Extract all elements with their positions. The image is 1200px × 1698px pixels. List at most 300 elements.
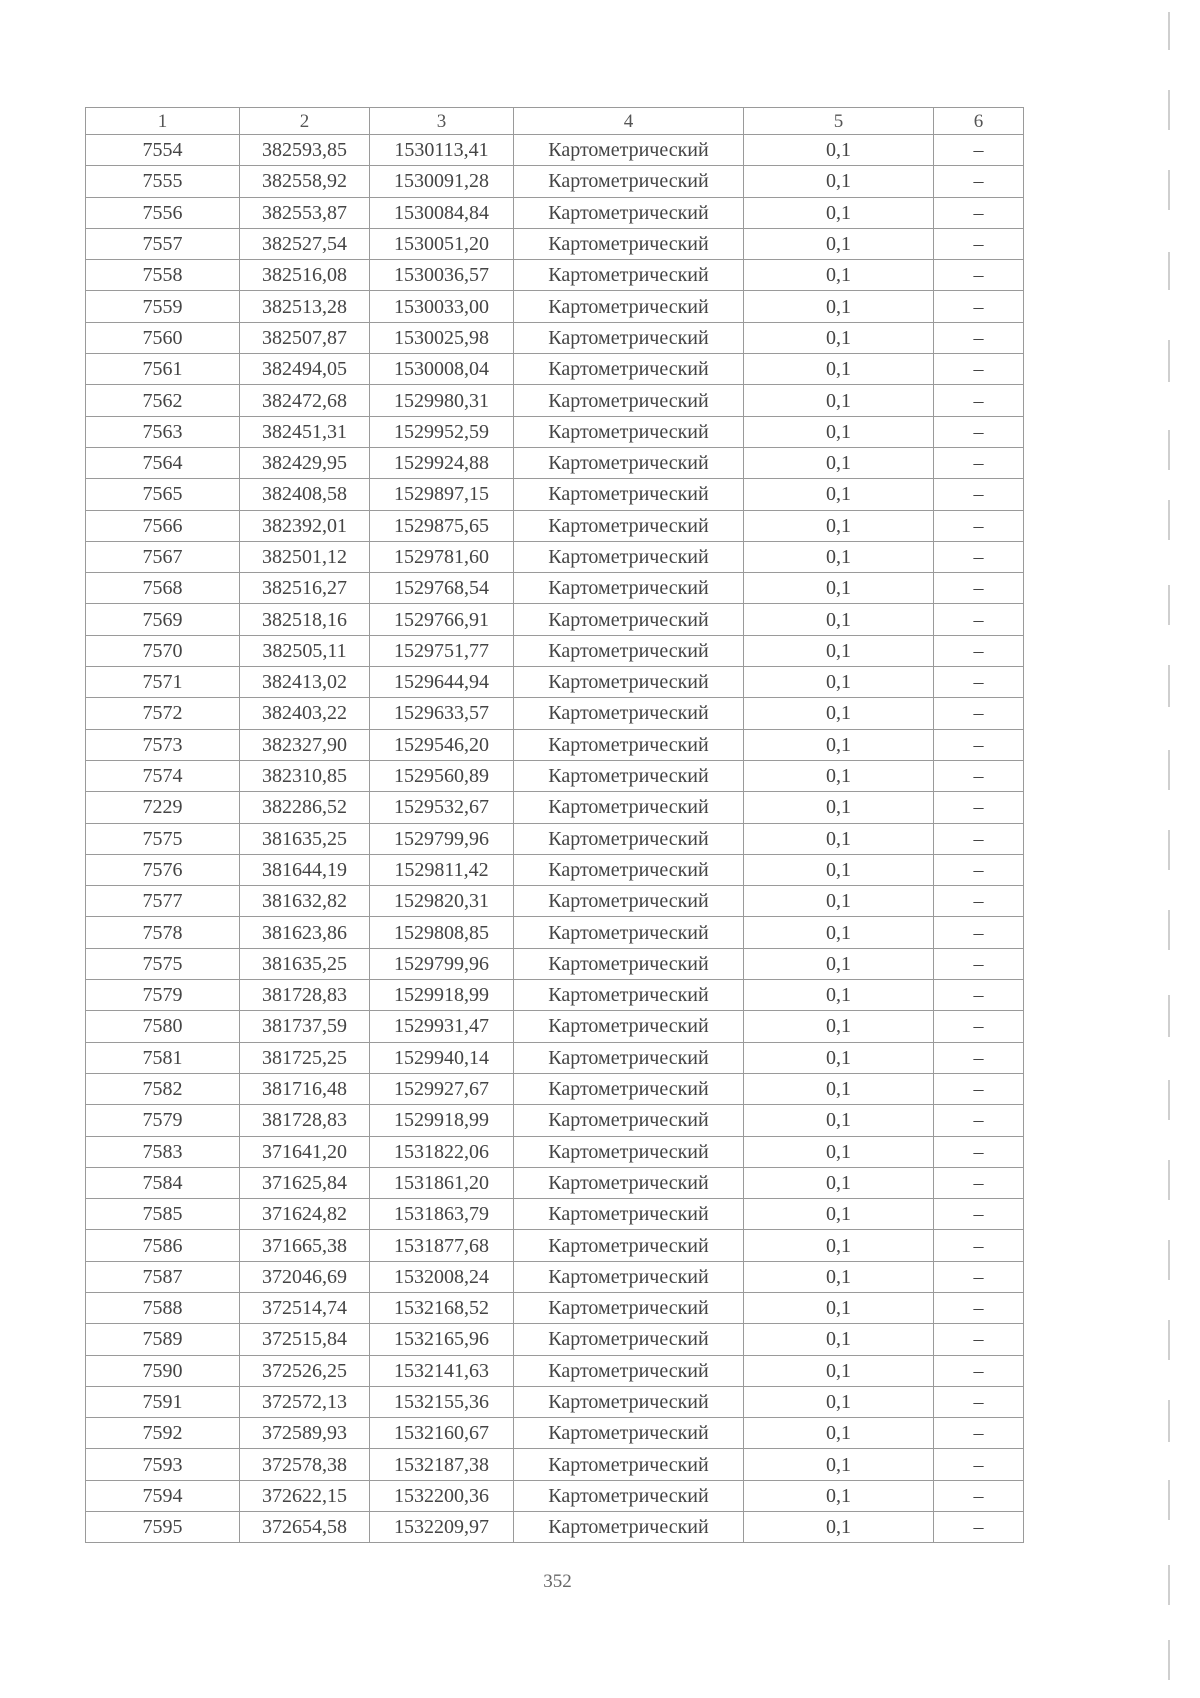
accuracy-cell: 0,1: [744, 1512, 934, 1543]
method-cell: Картометрический: [514, 1042, 744, 1073]
x-coordinate-cell: 382527,54: [240, 228, 370, 259]
table-row: [86, 1480, 1024, 1511]
description-cell: –: [934, 541, 1024, 572]
x-coordinate-cell: 371624,82: [240, 1199, 370, 1230]
method-cell: Картометрический: [514, 416, 744, 447]
y-coordinate-cell: 1530025,98: [370, 322, 514, 353]
method-cell: Картометрический: [514, 541, 744, 572]
accuracy-cell: 0,1: [744, 354, 934, 385]
description-cell: –: [934, 1042, 1024, 1073]
point-number-cell: 7561: [86, 354, 240, 385]
accuracy-cell: 0,1: [744, 1480, 934, 1511]
table-row: [86, 729, 1024, 760]
y-coordinate-cell: 1529799,96: [370, 823, 514, 854]
description-cell: –: [934, 1136, 1024, 1167]
y-coordinate-cell: 1529560,89: [370, 760, 514, 791]
description-cell: –: [934, 886, 1024, 917]
accuracy-cell: 0,1: [744, 667, 934, 698]
y-coordinate-cell: 1532141,63: [370, 1355, 514, 1386]
accuracy-cell: 0,1: [744, 729, 934, 760]
point-number-cell: 7575: [86, 823, 240, 854]
point-number-cell: 7573: [86, 729, 240, 760]
description-cell: –: [934, 792, 1024, 823]
x-coordinate-cell: 382553,87: [240, 197, 370, 228]
description-cell: –: [934, 1449, 1024, 1480]
x-coordinate-cell: 381728,83: [240, 980, 370, 1011]
accuracy-cell: 0,1: [744, 1292, 934, 1323]
y-coordinate-cell: 1531863,79: [370, 1199, 514, 1230]
table-row: [86, 1136, 1024, 1167]
point-number-cell: 7593: [86, 1449, 240, 1480]
x-coordinate-cell: 381632,82: [240, 886, 370, 917]
table-row: [86, 416, 1024, 447]
point-number-cell: 7575: [86, 948, 240, 979]
table-row: [86, 322, 1024, 353]
table-row: [86, 1011, 1024, 1042]
y-coordinate-cell: 1529820,31: [370, 886, 514, 917]
table-row: [86, 1230, 1024, 1261]
x-coordinate-cell: 381716,48: [240, 1073, 370, 1104]
description-cell: –: [934, 510, 1024, 541]
point-number-cell: 7585: [86, 1199, 240, 1230]
accuracy-cell: 0,1: [744, 510, 934, 541]
accuracy-cell: 0,1: [744, 416, 934, 447]
accuracy-cell: 0,1: [744, 917, 934, 948]
y-coordinate-cell: 1532200,36: [370, 1480, 514, 1511]
method-cell: Картометрический: [514, 573, 744, 604]
y-coordinate-cell: 1529751,77: [370, 635, 514, 666]
description-cell: –: [934, 1230, 1024, 1261]
x-coordinate-cell: 382501,12: [240, 541, 370, 572]
description-cell: –: [934, 698, 1024, 729]
point-number-cell: 7558: [86, 260, 240, 291]
point-number-cell: 7566: [86, 510, 240, 541]
description-cell: –: [934, 416, 1024, 447]
description-cell: –: [934, 667, 1024, 698]
method-cell: Картометрический: [514, 1324, 744, 1355]
method-cell: Картометрический: [514, 1480, 744, 1511]
point-number-cell: 7576: [86, 854, 240, 885]
column-header-5: 5: [744, 108, 934, 135]
accuracy-cell: 0,1: [744, 792, 934, 823]
y-coordinate-cell: 1529980,31: [370, 385, 514, 416]
method-cell: Картометрический: [514, 854, 744, 885]
method-cell: Картометрический: [514, 166, 744, 197]
table-row: [86, 1261, 1024, 1292]
method-cell: Картометрический: [514, 510, 744, 541]
x-coordinate-cell: 382310,85: [240, 760, 370, 791]
description-cell: –: [934, 135, 1024, 166]
description-cell: –: [934, 604, 1024, 635]
x-coordinate-cell: 382505,11: [240, 635, 370, 666]
method-cell: Картометрический: [514, 1199, 744, 1230]
description-cell: –: [934, 1073, 1024, 1104]
method-cell: Картометрический: [514, 1073, 744, 1104]
table-row: [86, 698, 1024, 729]
description-cell: –: [934, 1261, 1024, 1292]
point-number-cell: 7589: [86, 1324, 240, 1355]
point-number-cell: 7556: [86, 197, 240, 228]
description-cell: –: [934, 1324, 1024, 1355]
table-row: [86, 385, 1024, 416]
table-row: [86, 1073, 1024, 1104]
point-number-cell: 7559: [86, 291, 240, 322]
column-header-1: 1: [86, 108, 240, 135]
method-cell: Картометрический: [514, 1449, 744, 1480]
accuracy-cell: 0,1: [744, 1011, 934, 1042]
description-cell: –: [934, 1355, 1024, 1386]
table-header: [86, 108, 1024, 135]
x-coordinate-cell: 382516,27: [240, 573, 370, 604]
scan-edge-artifacts: [1160, 0, 1190, 1698]
method-cell: Картометрический: [514, 322, 744, 353]
x-coordinate-cell: 382593,85: [240, 135, 370, 166]
description-cell: –: [934, 760, 1024, 791]
y-coordinate-cell: 1529897,15: [370, 479, 514, 510]
x-coordinate-cell: 372515,84: [240, 1324, 370, 1355]
table-row: [86, 197, 1024, 228]
table-row: [86, 792, 1024, 823]
method-cell: Картометрический: [514, 948, 744, 979]
point-number-cell: 7564: [86, 447, 240, 478]
x-coordinate-cell: 382429,95: [240, 447, 370, 478]
method-cell: Картометрический: [514, 479, 744, 510]
table-row: [86, 510, 1024, 541]
accuracy-cell: 0,1: [744, 635, 934, 666]
method-cell: Картометрический: [514, 1105, 744, 1136]
x-coordinate-cell: 382327,90: [240, 729, 370, 760]
method-cell: Картометрический: [514, 1386, 744, 1417]
table-row: [86, 854, 1024, 885]
method-cell: Картометрический: [514, 635, 744, 666]
accuracy-cell: 0,1: [744, 1418, 934, 1449]
y-coordinate-cell: 1531822,06: [370, 1136, 514, 1167]
accuracy-cell: 0,1: [744, 1199, 934, 1230]
y-coordinate-cell: 1529532,67: [370, 792, 514, 823]
description-cell: –: [934, 1386, 1024, 1417]
accuracy-cell: 0,1: [744, 1449, 934, 1480]
y-coordinate-cell: 1530008,04: [370, 354, 514, 385]
method-cell: Картометрический: [514, 792, 744, 823]
x-coordinate-cell: 381725,25: [240, 1042, 370, 1073]
point-number-cell: 7594: [86, 1480, 240, 1511]
y-coordinate-cell: 1532187,38: [370, 1449, 514, 1480]
x-coordinate-cell: 381635,25: [240, 823, 370, 854]
table-row: [86, 980, 1024, 1011]
x-coordinate-cell: 381623,86: [240, 917, 370, 948]
x-coordinate-cell: 372589,93: [240, 1418, 370, 1449]
table-row: [86, 135, 1024, 166]
point-number-cell: 7580: [86, 1011, 240, 1042]
point-number-cell: 7570: [86, 635, 240, 666]
description-cell: –: [934, 635, 1024, 666]
accuracy-cell: 0,1: [744, 228, 934, 259]
point-number-cell: 7574: [86, 760, 240, 791]
method-cell: Картометрический: [514, 886, 744, 917]
method-cell: Картометрический: [514, 385, 744, 416]
accuracy-cell: 0,1: [744, 1073, 934, 1104]
description-cell: –: [934, 1480, 1024, 1511]
description-cell: –: [934, 948, 1024, 979]
point-number-cell: 7557: [86, 228, 240, 259]
point-number-cell: 7586: [86, 1230, 240, 1261]
point-number-cell: 7565: [86, 479, 240, 510]
column-header-4: 4: [514, 108, 744, 135]
method-cell: Картометрический: [514, 1512, 744, 1543]
y-coordinate-cell: 1532160,67: [370, 1418, 514, 1449]
method-cell: Картометрический: [514, 1418, 744, 1449]
method-cell: Картометрический: [514, 917, 744, 948]
point-number-cell: 7562: [86, 385, 240, 416]
description-cell: –: [934, 385, 1024, 416]
description-cell: –: [934, 729, 1024, 760]
y-coordinate-cell: 1529931,47: [370, 1011, 514, 1042]
method-cell: Картометрический: [514, 291, 744, 322]
method-cell: Картометрический: [514, 197, 744, 228]
method-cell: Картометрический: [514, 228, 744, 259]
table-row: [86, 886, 1024, 917]
point-number-cell: 7579: [86, 1105, 240, 1136]
y-coordinate-cell: 1529644,94: [370, 667, 514, 698]
table-row: [86, 917, 1024, 948]
y-coordinate-cell: 1529799,96: [370, 948, 514, 979]
description-cell: –: [934, 260, 1024, 291]
accuracy-cell: 0,1: [744, 1105, 934, 1136]
table-row: [86, 1355, 1024, 1386]
accuracy-cell: 0,1: [744, 573, 934, 604]
x-coordinate-cell: 382507,87: [240, 322, 370, 353]
table-row: [86, 260, 1024, 291]
x-coordinate-cell: 382518,16: [240, 604, 370, 635]
table-row: [86, 1105, 1024, 1136]
y-coordinate-cell: 1532165,96: [370, 1324, 514, 1355]
table-row: [86, 635, 1024, 666]
accuracy-cell: 0,1: [744, 541, 934, 572]
y-coordinate-cell: 1532168,52: [370, 1292, 514, 1323]
x-coordinate-cell: 382413,02: [240, 667, 370, 698]
x-coordinate-cell: 382513,28: [240, 291, 370, 322]
accuracy-cell: 0,1: [744, 1042, 934, 1073]
y-coordinate-cell: 1530084,84: [370, 197, 514, 228]
point-number-cell: 7555: [86, 166, 240, 197]
accuracy-cell: 0,1: [744, 886, 934, 917]
x-coordinate-cell: 381644,19: [240, 854, 370, 885]
header-row: [86, 108, 1024, 135]
method-cell: Картометрический: [514, 823, 744, 854]
point-number-cell: 7591: [86, 1386, 240, 1417]
x-coordinate-cell: 372622,15: [240, 1480, 370, 1511]
y-coordinate-cell: 1529918,99: [370, 1105, 514, 1136]
column-header-3: 3: [370, 108, 514, 135]
table-row: [86, 1418, 1024, 1449]
description-cell: –: [934, 1199, 1024, 1230]
accuracy-cell: 0,1: [744, 698, 934, 729]
x-coordinate-cell: 381635,25: [240, 948, 370, 979]
table-row: [86, 1449, 1024, 1480]
y-coordinate-cell: 1530051,20: [370, 228, 514, 259]
table-row: [86, 604, 1024, 635]
x-coordinate-cell: 382516,08: [240, 260, 370, 291]
page-number: 352: [543, 1571, 572, 1592]
y-coordinate-cell: 1529633,57: [370, 698, 514, 729]
x-coordinate-cell: 372572,13: [240, 1386, 370, 1417]
description-cell: –: [934, 1418, 1024, 1449]
accuracy-cell: 0,1: [744, 1261, 934, 1292]
description-cell: –: [934, 166, 1024, 197]
accuracy-cell: 0,1: [744, 1324, 934, 1355]
description-cell: –: [934, 1292, 1024, 1323]
point-number-cell: 7578: [86, 917, 240, 948]
y-coordinate-cell: 1529952,59: [370, 416, 514, 447]
method-cell: Картометрический: [514, 447, 744, 478]
point-number-cell: 7568: [86, 573, 240, 604]
accuracy-cell: 0,1: [744, 760, 934, 791]
x-coordinate-cell: 382494,05: [240, 354, 370, 385]
table-body: [86, 135, 1024, 1543]
x-coordinate-cell: 382472,68: [240, 385, 370, 416]
y-coordinate-cell: 1532008,24: [370, 1261, 514, 1292]
x-coordinate-cell: 372654,58: [240, 1512, 370, 1543]
y-coordinate-cell: 1530033,00: [370, 291, 514, 322]
y-coordinate-cell: 1530113,41: [370, 135, 514, 166]
x-coordinate-cell: 371641,20: [240, 1136, 370, 1167]
description-cell: –: [934, 980, 1024, 1011]
accuracy-cell: 0,1: [744, 135, 934, 166]
description-cell: –: [934, 1512, 1024, 1543]
x-coordinate-cell: 381728,83: [240, 1105, 370, 1136]
table-row: [86, 447, 1024, 478]
table-row: [86, 291, 1024, 322]
point-number-cell: 7554: [86, 135, 240, 166]
point-number-cell: 7571: [86, 667, 240, 698]
method-cell: Картометрический: [514, 1261, 744, 1292]
x-coordinate-cell: 382558,92: [240, 166, 370, 197]
method-cell: Картометрический: [514, 135, 744, 166]
accuracy-cell: 0,1: [744, 260, 934, 291]
method-cell: Картометрический: [514, 1167, 744, 1198]
accuracy-cell: 0,1: [744, 854, 934, 885]
method-cell: Картометрический: [514, 980, 744, 1011]
point-number-cell: 7560: [86, 322, 240, 353]
point-number-cell: 7582: [86, 1073, 240, 1104]
table-row: [86, 1292, 1024, 1323]
table-row: [86, 541, 1024, 572]
point-number-cell: 7567: [86, 541, 240, 572]
description-cell: –: [934, 322, 1024, 353]
y-coordinate-cell: 1529927,67: [370, 1073, 514, 1104]
y-coordinate-cell: 1529766,91: [370, 604, 514, 635]
accuracy-cell: 0,1: [744, 166, 934, 197]
table-row: [86, 573, 1024, 604]
x-coordinate-cell: 381737,59: [240, 1011, 370, 1042]
point-number-cell: 7577: [86, 886, 240, 917]
description-cell: –: [934, 917, 1024, 948]
point-number-cell: 7584: [86, 1167, 240, 1198]
x-coordinate-cell: 371665,38: [240, 1230, 370, 1261]
accuracy-cell: 0,1: [744, 1136, 934, 1167]
method-cell: Картометрический: [514, 667, 744, 698]
column-header-6: 6: [934, 108, 1024, 135]
accuracy-cell: 0,1: [744, 604, 934, 635]
description-cell: –: [934, 291, 1024, 322]
table-row: [86, 948, 1024, 979]
table-row: [86, 1167, 1024, 1198]
method-cell: Картометрический: [514, 729, 744, 760]
accuracy-cell: 0,1: [744, 447, 934, 478]
point-number-cell: 7587: [86, 1261, 240, 1292]
point-number-cell: 7579: [86, 980, 240, 1011]
method-cell: Картометрический: [514, 260, 744, 291]
table-row: [86, 1324, 1024, 1355]
y-coordinate-cell: 1529808,85: [370, 917, 514, 948]
accuracy-cell: 0,1: [744, 948, 934, 979]
point-number-cell: 7569: [86, 604, 240, 635]
x-coordinate-cell: 372578,38: [240, 1449, 370, 1480]
description-cell: –: [934, 447, 1024, 478]
description-cell: –: [934, 228, 1024, 259]
table-row: [86, 667, 1024, 698]
point-number-cell: 7581: [86, 1042, 240, 1073]
method-cell: Картометрический: [514, 354, 744, 385]
x-coordinate-cell: 382392,01: [240, 510, 370, 541]
point-number-cell: 7588: [86, 1292, 240, 1323]
x-coordinate-cell: 382451,31: [240, 416, 370, 447]
table-row: [86, 354, 1024, 385]
description-cell: –: [934, 1105, 1024, 1136]
y-coordinate-cell: 1532209,97: [370, 1512, 514, 1543]
x-coordinate-cell: 382403,22: [240, 698, 370, 729]
description-cell: –: [934, 479, 1024, 510]
accuracy-cell: 0,1: [744, 1167, 934, 1198]
point-number-cell: 7229: [86, 792, 240, 823]
x-coordinate-cell: 372046,69: [240, 1261, 370, 1292]
y-coordinate-cell: 1529924,88: [370, 447, 514, 478]
y-coordinate-cell: 1529546,20: [370, 729, 514, 760]
table-row: [86, 823, 1024, 854]
method-cell: Картометрический: [514, 1230, 744, 1261]
description-cell: –: [934, 1167, 1024, 1198]
y-coordinate-cell: 1530036,57: [370, 260, 514, 291]
accuracy-cell: 0,1: [744, 823, 934, 854]
table-row: [86, 166, 1024, 197]
point-number-cell: 7592: [86, 1418, 240, 1449]
accuracy-cell: 0,1: [744, 385, 934, 416]
description-cell: –: [934, 573, 1024, 604]
y-coordinate-cell: 1532155,36: [370, 1386, 514, 1417]
table-row: [86, 1042, 1024, 1073]
x-coordinate-cell: 372514,74: [240, 1292, 370, 1323]
description-cell: –: [934, 197, 1024, 228]
table-row: [86, 1199, 1024, 1230]
method-cell: Картометрический: [514, 1292, 744, 1323]
method-cell: Картометрический: [514, 760, 744, 791]
table-row: [86, 228, 1024, 259]
y-coordinate-cell: 1529875,65: [370, 510, 514, 541]
accuracy-cell: 0,1: [744, 291, 934, 322]
coordinates-table: [85, 107, 1024, 1543]
accuracy-cell: 0,1: [744, 322, 934, 353]
accuracy-cell: 0,1: [744, 1355, 934, 1386]
column-header-2: 2: [240, 108, 370, 135]
table-row: [86, 760, 1024, 791]
accuracy-cell: 0,1: [744, 1230, 934, 1261]
point-number-cell: 7590: [86, 1355, 240, 1386]
description-cell: –: [934, 1011, 1024, 1042]
table-row: [86, 1386, 1024, 1417]
x-coordinate-cell: 372526,25: [240, 1355, 370, 1386]
accuracy-cell: 0,1: [744, 479, 934, 510]
y-coordinate-cell: 1529781,60: [370, 541, 514, 572]
